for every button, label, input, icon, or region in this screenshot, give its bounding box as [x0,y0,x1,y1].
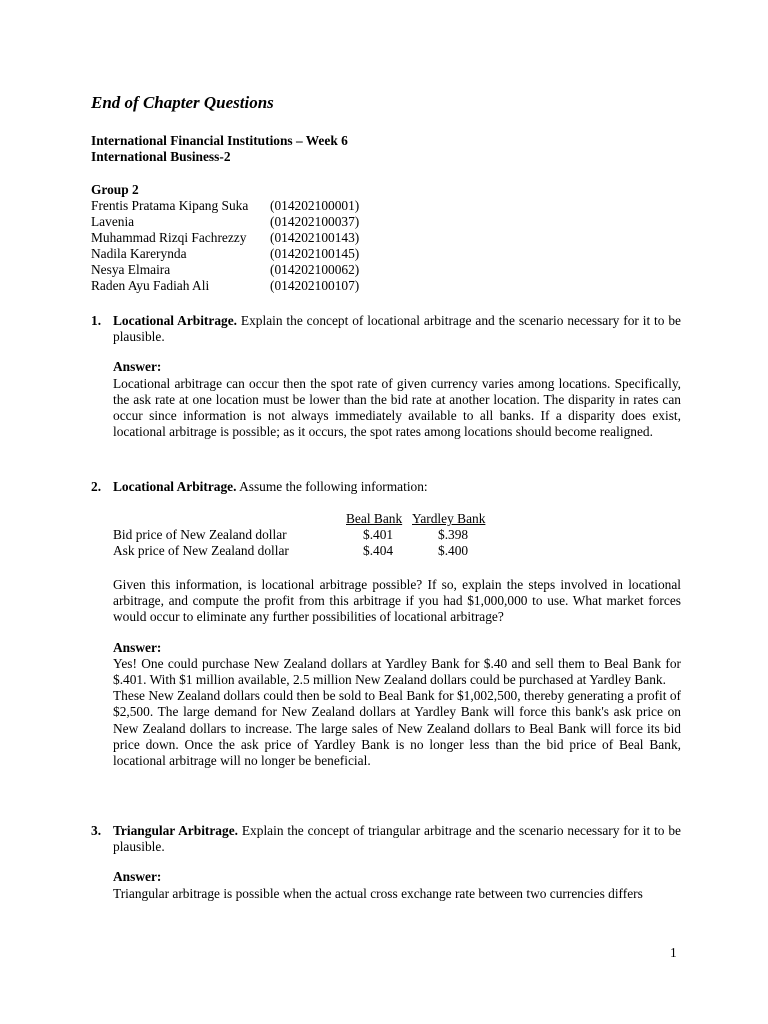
question-topic: Triangular Arbitrage. [113,823,238,838]
cell-value: $.400 [438,543,469,558]
question-prompt: Assume the following information: [239,479,428,494]
member-id: (014202100001) [270,198,360,213]
column-header-beal: Beal Bank [346,511,403,526]
question-prompt: Given this information, is locational arbitrage possible? If so, explain the steps involved in locational arbitrage, and compute the profit from this arbitrage if you had $1,000,000 to use. What market forces would occur to eliminate any further possibilities of locational arbitrage? [113,577,681,625]
question-1 [91,313,681,440]
member-id: (014202100143) [270,230,360,245]
member-name: Raden Ayu Fadiah Ali [91,278,210,293]
question-number: 1. [91,313,102,328]
answer-text: Triangular arbitrage is possible when the actual cross exchange rate between two currencies differs [113,885,643,901]
question-number: 2. [91,479,102,494]
answer-label: Answer: [113,869,162,885]
row-label: Bid price of New Zealand dollar [113,527,287,542]
answer-label: Answer: [113,359,162,375]
member-name: Muhammad Rizqi Fachrezzy [91,230,247,245]
page-title: End of Chapter Questions [91,93,274,112]
question-text [113,823,681,855]
member-name: Lavenia [91,214,135,229]
cell-value: $.401 [363,527,394,542]
cell-value: $.398 [438,527,469,542]
member-id: (014202100145) [270,246,360,261]
cell-value: $.404 [363,543,394,558]
question-2 [91,479,681,495]
member-id: (014202100037) [270,214,360,229]
member-name: Frentis Pratama Kipang Suka [91,198,249,213]
member-name: Nesya Elmaira [91,262,171,277]
question-number: 3. [91,823,102,838]
answer-text: These New Zealand dollars could then be sold to Beal Bank for $1,002,500, thereby generating a profit of $2,500. The large demand for New Zealand dollars at Yardley Bank will force this bank's ask price on New Zealand dollars to increase. The large sales of New Zealand dollars to Beal Bank will force its bid price down. Once the ask price of Yardley Bank is no longer less than the bid price of Beal Bank, locational arbitrage will no longer be beneficial. [113,688,681,769]
member-id: (014202100062) [270,262,360,277]
question-text [113,479,681,495]
group-label: Group 2 [91,182,139,197]
question-text [113,313,681,345]
question-prompt: Explain the concept of triangular arbitrage and the scenario necessary for it to be plausible. [113,823,681,855]
question-2-continued [91,577,681,769]
page-number: 1 [670,945,677,960]
question-3 [91,823,681,902]
question-topic: Locational Arbitrage. [113,479,237,494]
row-label: Ask price of New Zealand dollar [113,543,289,558]
answer-text: Locational arbitrage can occur then the spot rate of given currency varies among locations. Specifically, the ask rate at one location must be lower than the bid rate at another location. The disparity in rates can occur since information is not always immediately available to all banks. If a disparity does exist, locational arbitrage is possible; as it occurs, the spot rates among locations should become realigned. [113,375,681,440]
column-header-yardley: Yardley Bank [412,511,486,526]
price-table [113,511,513,561]
member-name: Nadila Karerynda [91,246,187,261]
question-topic: Locational Arbitrage. [113,313,238,328]
course-title: International Financial Institutions – Week 6 [91,133,348,148]
answer-text: Yes! One could purchase New Zealand dollars at Yardley Bank for $.40 and sell them to Beal Bank for $.401. With $1 million available, 2.5 million New Zealand dollars could be purchased at Yardley Bank. [113,655,681,688]
answer-label: Answer: [113,639,162,655]
question-prompt: Explain the concept of locational arbitrage and the scenario necessary for it to be plausible. [113,313,681,345]
course-subtitle: International Business-2 [91,149,231,164]
member-id: (014202100107) [270,278,360,293]
